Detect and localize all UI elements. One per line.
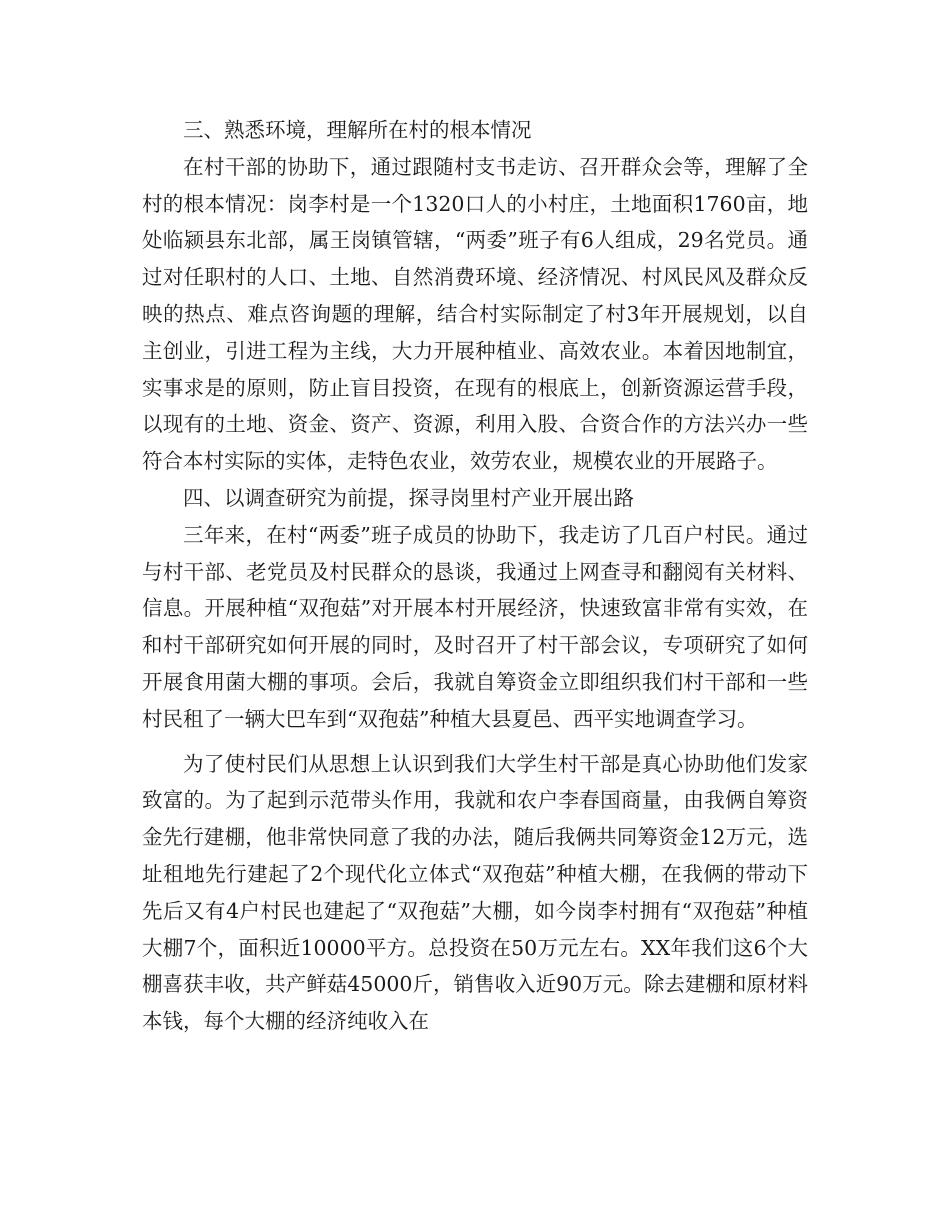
paragraph-industry-research: 三年来，在村“两委”班子成员的协助下，我走访了几百户村民。通过与村干部、老党员及村民群众的恳谈，我通过上网查寻和翻阅有关材料、信息。开展种植“双孢菇”对开展本村开展经济，快速致富非常有实效，在和村干部研究如何开展的同时，及时召开了村干部会议，专项研究了如何开展食用菌大棚的事项。会后，我就自筹资金立即组织我们村干部和一些村民租了一辆大巴车到“双孢菇”种植大县夏邑、西平实地调查学习。: [142, 522, 808, 731]
paragraph-village-situation: 在村干部的协助下，通过跟随村支书走访、召开群众会等，理解了全村的根本情况：岗李村是一个1320口人的小村庄，土地面积1760亩，地处临颍县东北部，属王岗镇管辖，“两委”班子有6人组成，29名党员。通过对任职村的人口、土地、自然消费环境、经济情况、村风民风及群众反映的热点、难点咨询题的理解，结合村实际制定了村3年开展规划，以自主创业，引进工程为主线，大力开展种植业、高效农业。本着因地制宜，实事求是的原则，防止盲目投资，在现有的根底上，创新资源运营手段，以现有的土地、资金、资产、资源，利用入股、合资合作的方法兴办一些符合本村实际的实体，走特色农业，效劳农业，规模农业的开展路子。: [142, 154, 808, 474]
section-heading-3: 三、熟悉环境，理解所在村的根本情况: [183, 118, 532, 142]
paragraph-mushroom-greenhouse: 为了使村民们从思想上认识到我们大学生村干部是真心协助他们发家致富的。为了起到示范带头作用，我就和农户李春国商量，由我俩自筹资金先行建棚，他非常快同意了我的办法，随后我俩共同筹资金12万元，选址租地先行建起了2个现代化立体式“双孢菇”种植大棚，在我俩的带动下先后又有4户村民也建起了“双孢菇”大棚，如今岗李村拥有“双孢菇”种植大棚7个，面积近10000平方。总投资在50万元左右。XX年我们这6个大棚喜获丰收，共产鲜菇45000斤，销售收入近90万元。除去建棚和原材料本钱，每个大棚的经济纯收入在: [142, 751, 808, 1034]
document-page: [142, 112, 808, 1040]
paragraph-gap: [142, 738, 808, 746]
section-heading-4: 四、以调查研究为前提，探寻岗里村产业开展出路: [183, 485, 634, 510]
